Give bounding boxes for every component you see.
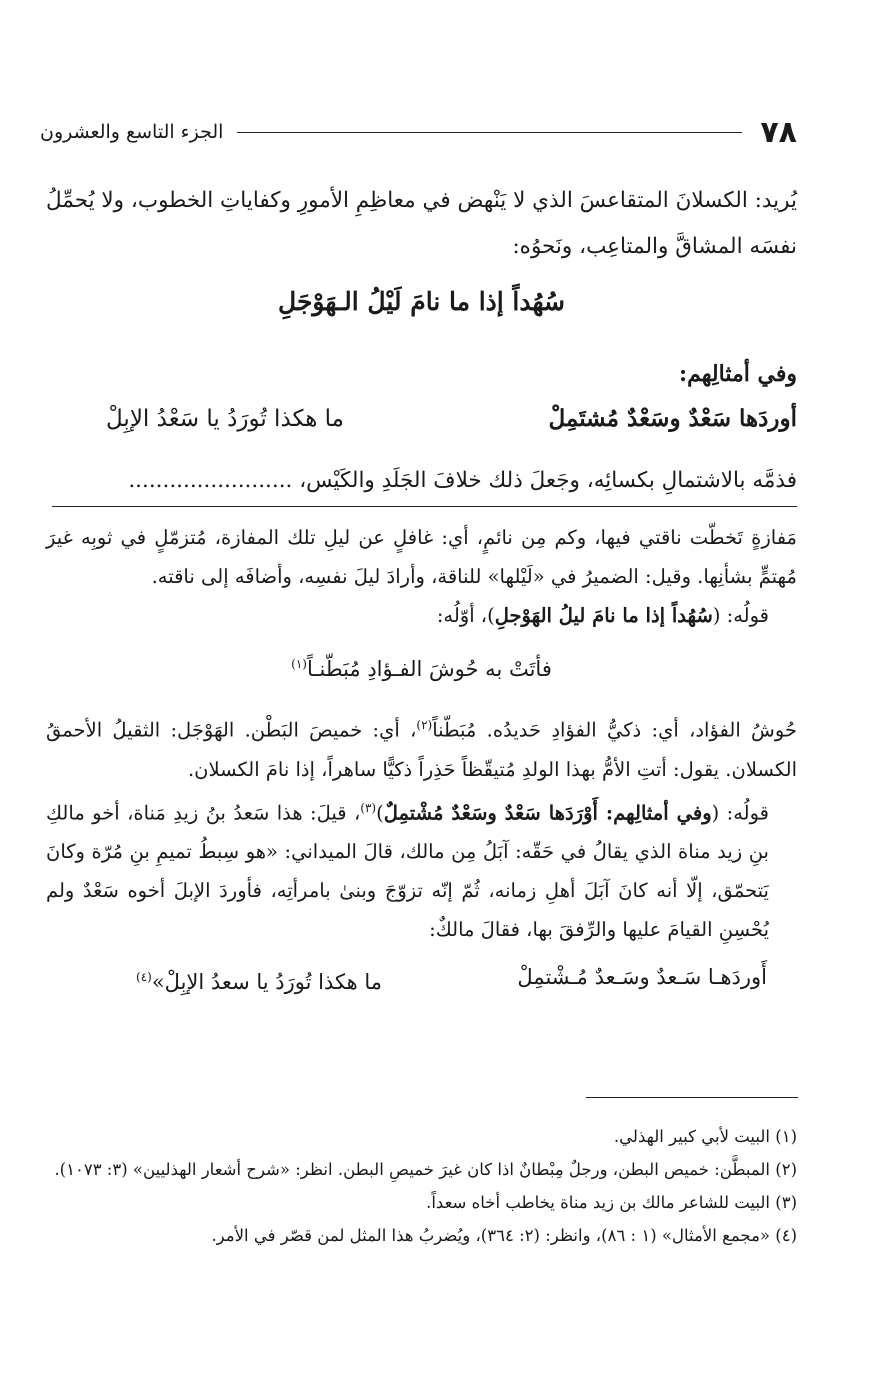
footnote-3: (٣) البيت للشاعر مالك بن زيد مناة يخاطب أخاه سعداً. bbox=[426, 1193, 797, 1212]
footnotes bbox=[46, 1120, 797, 1252]
footnote-ref-4: (٤) bbox=[136, 970, 152, 984]
commentary-paragraph-4 bbox=[46, 789, 797, 950]
quote-open-2: قولُه: ( bbox=[711, 801, 769, 824]
page-number: ٧٨ bbox=[760, 114, 797, 150]
footnote-ref-3: (٣) bbox=[360, 800, 377, 815]
gloss-rest: ، أي: خميصَ البَطْن. الهَوْجَل: الثقيلُ الأحمقُ الكسلان. يقول: أتتِ الأمُّ بهذا الولدِ مُتيقّظاً حَذِراً ذكيًّا ساهراً، إذا نامَ الكسلان. bbox=[46, 718, 797, 781]
quoted-proverb: وفي أمثالِهم: أَوْرَدَها سَعْدٌ وسَعْدٌ مُشْتمِلٌ bbox=[383, 801, 712, 824]
main-text bbox=[46, 178, 797, 504]
footnote-2: (٢) المبطَّن: خميص البطن، ورجلٌ مِبْطانٌ اذا كان غيرَ خميصِ البطن. انظر: «شرح أشعار الهذليين» (٣: ١٠٧٣). bbox=[54, 1160, 797, 1179]
quote-open: قولُه: ( bbox=[712, 604, 769, 627]
footnote-1: (١) البيت لأبي كبير الهذلي. bbox=[613, 1127, 797, 1146]
commentary bbox=[46, 518, 797, 1010]
footnote-4: (٤) «مجمع الأمثال» (١ : ٨٦)، وانظر: (٢: ٣٦٤)، ويُضربُ هذا المثل لمن قصّر في الأمر. bbox=[211, 1226, 797, 1245]
commentary-couplet-first: أَوردَهـا سَـعدٌ وسَـعدٌ مُـشْتمِلْ bbox=[517, 965, 767, 989]
commentary-couplet-second: ما هكذا تُورَدُ يا سعدُ الإبِلْ» bbox=[151, 970, 382, 994]
header-rule bbox=[237, 132, 742, 133]
commentary-rule bbox=[52, 506, 797, 507]
verse-text: فأتَتْ به حُوشَ الفـؤادِ مُبَطّنـاً bbox=[306, 657, 552, 681]
quote-tail: )، أوّلُه: bbox=[436, 604, 495, 627]
main-couplet bbox=[46, 394, 797, 444]
commentary-couplet-second-wrap bbox=[136, 949, 382, 1010]
commentary-paragraph-2 bbox=[46, 596, 797, 635]
couplet-second-hemistich: ما هكذا تُورَدُ يا سَعْدُ الإبِلْ bbox=[106, 406, 344, 432]
main-verse-1: سُهُداً إذا ما نامَ لَيْلُ الـهَوْجَلِ bbox=[278, 287, 565, 316]
quoted-verse: سُهُداً إذا ما نامَ ليلُ الهَوْجلِ bbox=[494, 604, 713, 627]
quote-close-2: ) bbox=[376, 801, 384, 824]
main-paragraph-2: فذمَّه بالاشتمالِ بكسائِه، وجَعلَ ذلك خلافَ الجَلَدِ والكَيْس، ........................ bbox=[128, 468, 797, 493]
footnote-rule bbox=[586, 1097, 798, 1098]
commentary-verse bbox=[46, 635, 797, 698]
commentary-paragraph-1: مَفازةٍ تَخطّت ناقتي فيها، وكم مِن نائمٍ، أي: غافلٍ عن ليلِ تلك المفازة، مُتزمّلٍ في ثوبِه غيرَ مُهتمٍّ بشأنِها. وقيل: الضميرُ في «لَيْلها» للناقة، وأرادَ ليلَ نفسِه، وأضافَه إلى ناقته. bbox=[46, 526, 797, 588]
commentary-couplet bbox=[46, 949, 797, 1010]
running-title: الجزء التاسع والعشرون bbox=[40, 121, 224, 143]
footnote-ref-2: (٢) bbox=[416, 718, 433, 732]
gloss-start: حُوشُ الفؤاد، أي: ذكيُّ الفؤادِ حَديدُه. مُبَطّناً bbox=[432, 718, 797, 742]
proverb-explanation: ، قيلَ: هذا سَعدُ بنُ زيدِ مَناة، أخو مالكِ بنِ زيد مناة الذي يقالُ في حَقّه: آبَلُ مِن مالك، قالَ الميداني: «هو سِبطُ تميمِ بنِ مُرّة وكانَ يَتحمّق، إلّا أنه كانَ آبَلَ أهلِ زمانه، ثُمّ إنّه تزوّجَ وبنىٰ بامرأتِه، فأوردَ الإبلَ أخوه سَعْدٌ ولم يُحْسِنِ القيامَ عليها والرِّفقَ بها، فقالَ مالكٌ: bbox=[46, 801, 769, 941]
couplet-first-hemistich: أوردَها سَعْدٌ وسَعْدٌ مُشتَمِلْ bbox=[548, 405, 797, 432]
commentary-paragraph-3 bbox=[46, 706, 797, 789]
footnote-ref-1: (١) bbox=[291, 657, 307, 671]
page-header bbox=[40, 112, 797, 152]
amthal-heading: وفي أمثالِهم: bbox=[679, 361, 797, 387]
main-paragraph-1: يُريد: الكسلانَ المتقاعسَ الذي لا يَنْهض في معاظِمِ الأمورِ وكفاياتِ الخطوب، ولا يُحمِّلُ نفسَه المشاقَّ والمتاعِب، ونَحوُه: bbox=[46, 188, 797, 259]
